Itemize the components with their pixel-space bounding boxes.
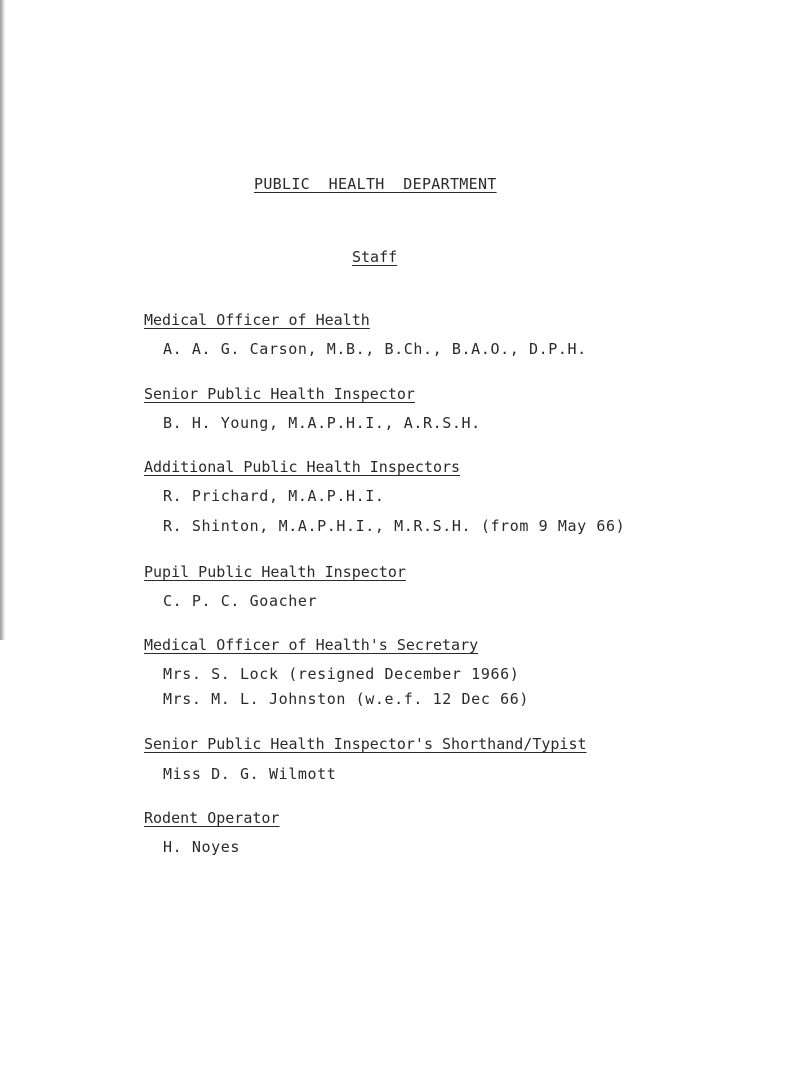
- staff-entry: R. Prichard, M.A.P.H.I.: [163, 487, 385, 505]
- staff-entry: Miss D. G. Wilmott: [163, 765, 337, 783]
- staff-entry: A. A. G. Carson, M.B., B.Ch., B.A.O., D.P.H.: [163, 340, 587, 358]
- staff-entry: Mrs. M. L. Johnston (w.e.f. 12 Dec 66): [163, 690, 529, 708]
- page-title: PUBLIC HEALTH DEPARTMENT: [254, 175, 497, 193]
- section-heading-pupil-inspector: Pupil Public Health Inspector: [144, 563, 406, 581]
- staff-entry: Mrs. S. Lock (resigned December 1966): [163, 665, 520, 683]
- section-heading-rodent-operator: Rodent Operator: [144, 809, 280, 827]
- scanned-page-edge: [0, 0, 6, 640]
- staff-entry: H. Noyes: [163, 838, 241, 856]
- section-heading-additional-inspectors: Additional Public Health Inspectors: [144, 458, 461, 476]
- staff-heading: Staff: [352, 248, 398, 266]
- staff-entry: B. H. Young, M.A.P.H.I., A.R.S.H.: [163, 414, 481, 432]
- staff-entry: C. P. C. Goacher: [163, 592, 318, 610]
- staff-entry: R. Shinton, M.A.P.H.I., M.R.S.H. (from 9 May 66): [163, 517, 626, 535]
- section-heading-shorthand-typist: Senior Public Health Inspector's Shorthand/Typist: [144, 735, 587, 753]
- section-heading-senior-inspector: Senior Public Health Inspector: [144, 385, 415, 403]
- section-heading-moh-secretary: Medical Officer of Health's Secretary: [144, 636, 479, 654]
- section-heading-medical-officer: Medical Officer of Health: [144, 311, 370, 329]
